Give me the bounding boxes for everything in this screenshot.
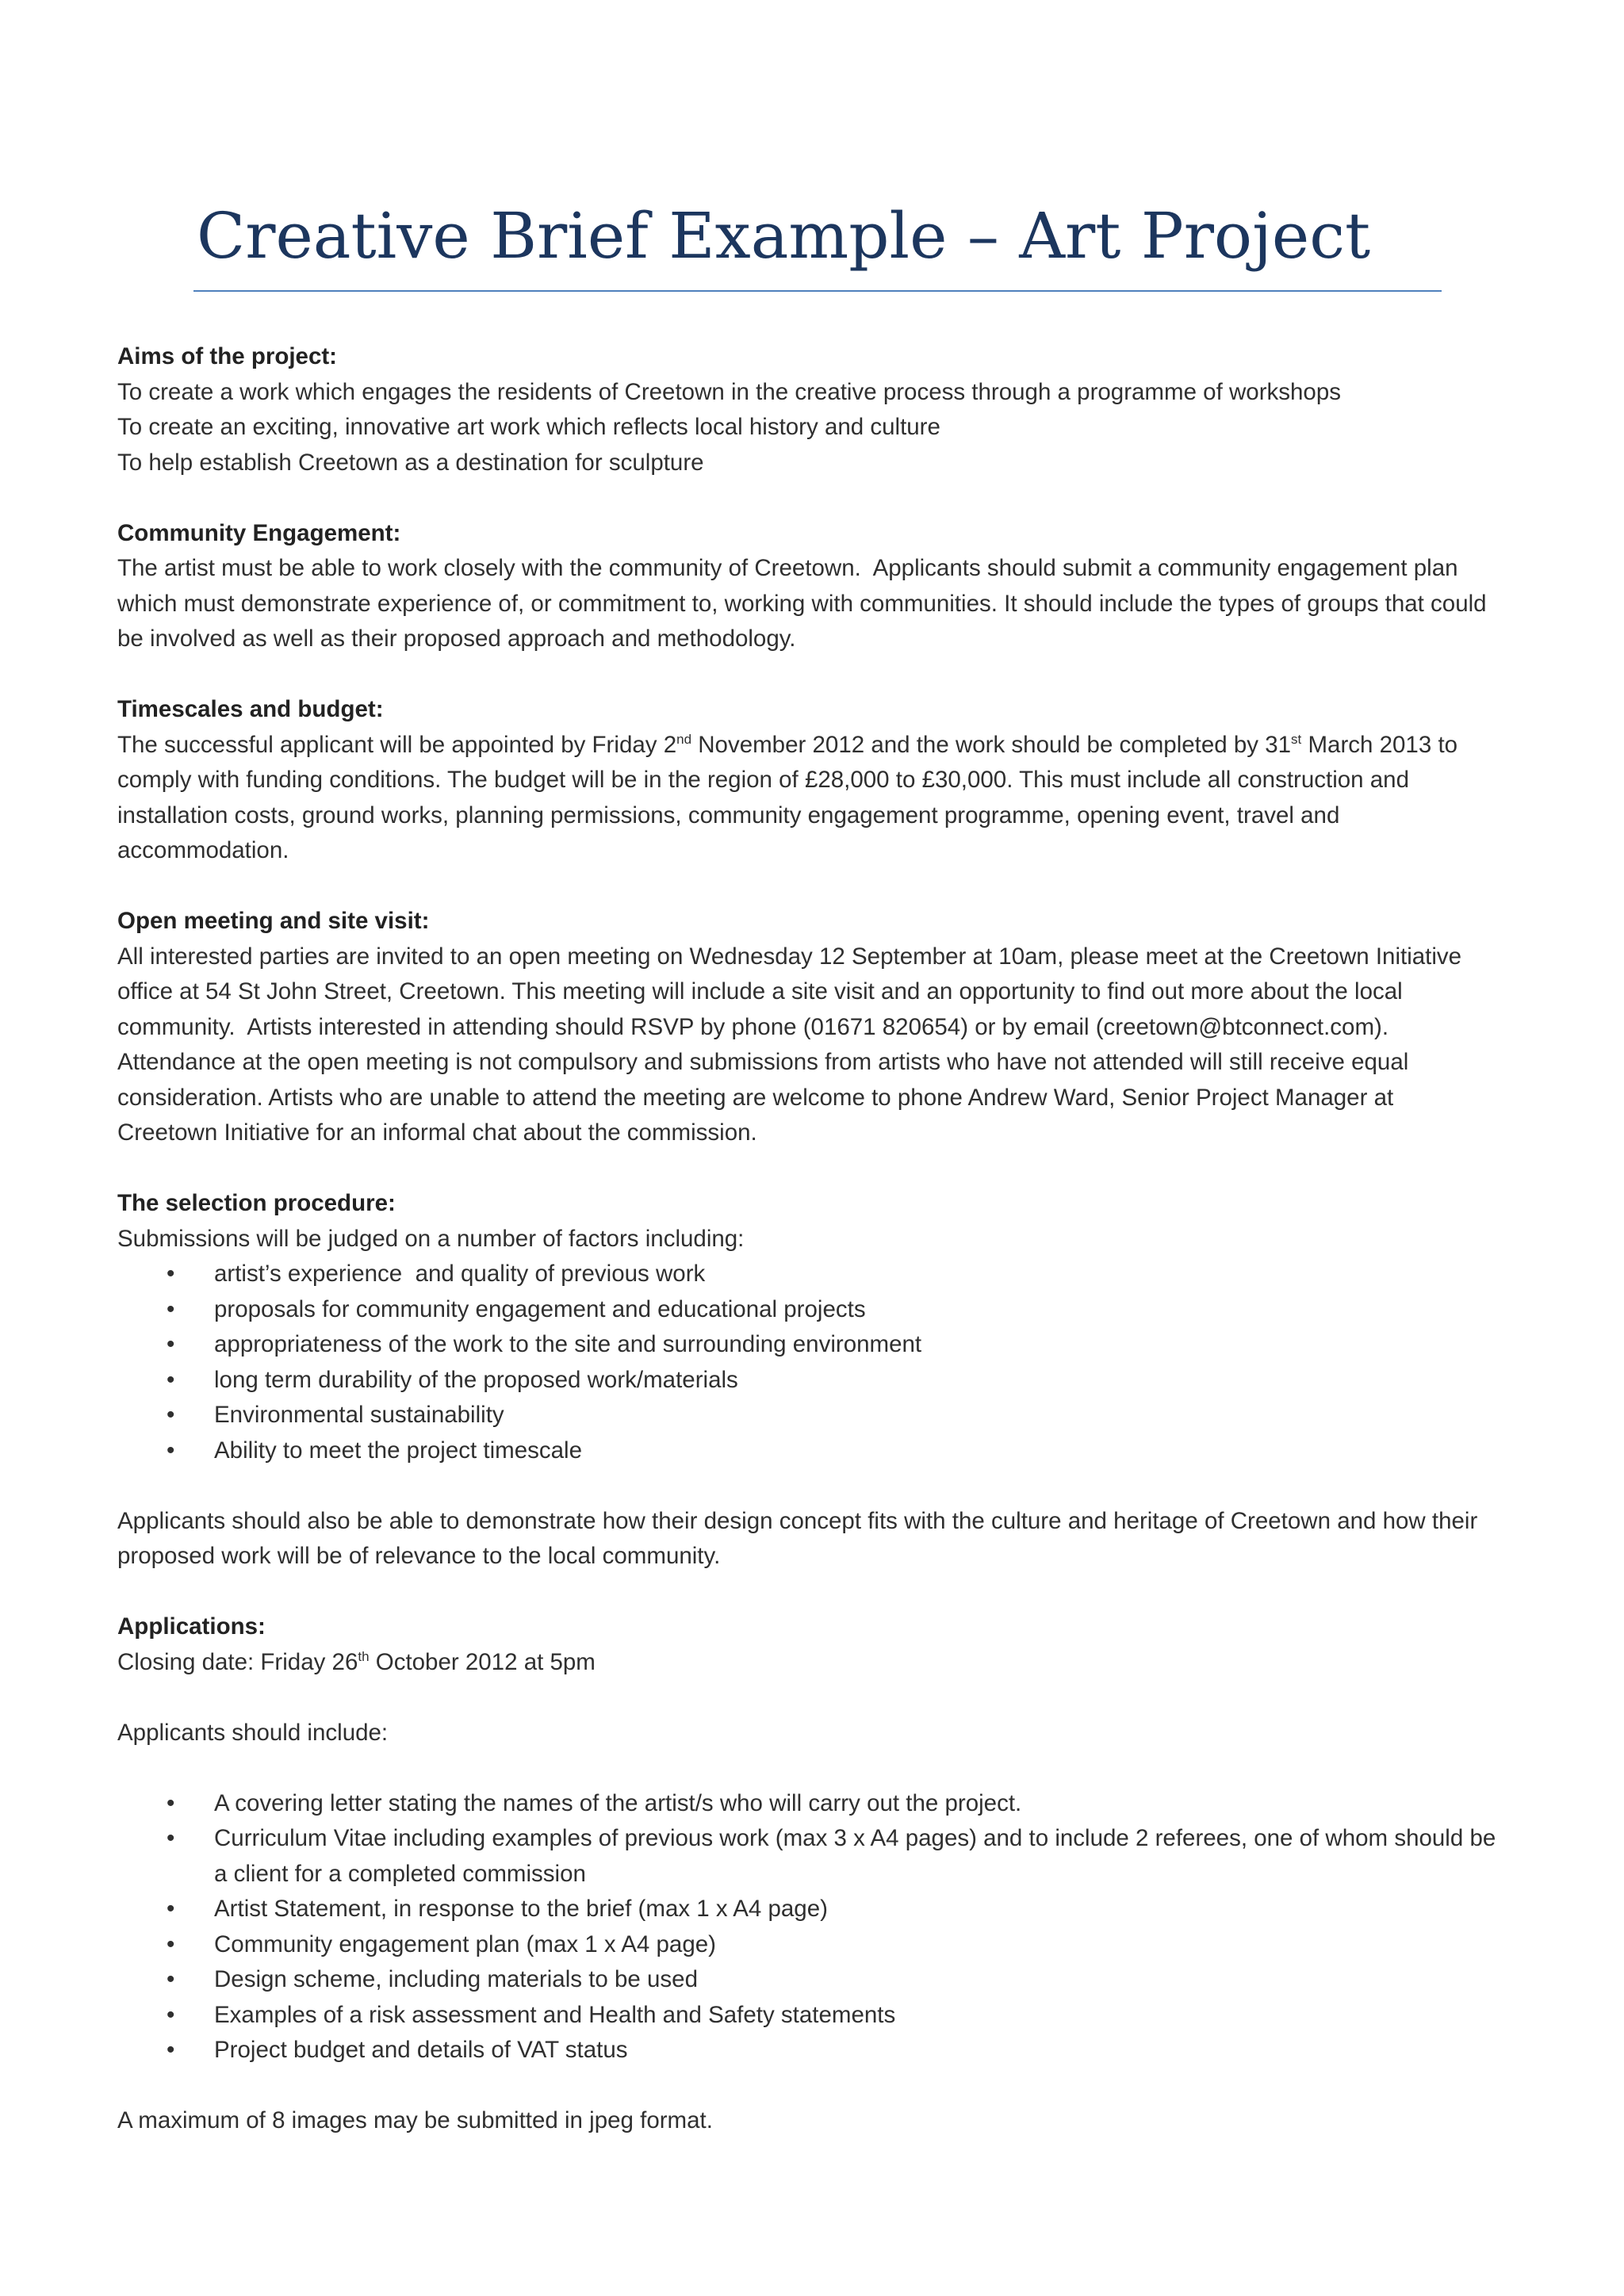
ordinal-suffix: nd — [676, 731, 692, 747]
list-item-text: Environmental sustainability — [214, 1402, 504, 1428]
bullet-icon: • — [167, 1295, 175, 1322]
aims-section — [117, 339, 1497, 480]
images-note: A maximum of 8 images may be submitted in jpeg format. — [117, 2107, 713, 2133]
bullet-icon: • — [167, 2037, 175, 2063]
timescales-text-part: The successful applicant will be appointed by Friday 2 — [117, 731, 677, 758]
list-item — [117, 1363, 1497, 1399]
list-item-text: proposals for community engagement and educational projects — [214, 1295, 866, 1322]
list-item-text: appropriateness of the work to the site and surrounding environment — [214, 1331, 922, 1357]
meeting-text: All interested parties are invited to an open meeting on Wednesday 12 September at 10am, please meet at the Creetown Initiative office at 54 St John Street, Creetown. This meeting will include a site visit and an opportunity to find out more about the local community. Artists interested in attending should RSVP by phone (01671 820654) or by email (creetown@btconnect.com). Attendance at the open meeting is not compulsory and submissions from artists who have not attended will still receive equal consideration. Artists who are unable to attend the meeting are welcome to phone Andrew Ward, Senior Project Manager at Creetown Initiative for an informal chat about the commission. — [117, 943, 1462, 1146]
list-item — [117, 1292, 1497, 1328]
list-item — [117, 1786, 1497, 1822]
list-item-text: Design scheme, including materials to be used — [214, 1966, 698, 1992]
timescales-section — [117, 692, 1497, 869]
list-item — [117, 1327, 1497, 1363]
timescales-text-part: March 2013 to comply with funding conditions. The budget will be in the region of £28,000 to £30,000. This must include all construction and installation costs, ground works, planning permissions, community engagement programme, opening event, travel and accommodation. — [117, 731, 1458, 863]
aims-heading: Aims of the project: — [117, 343, 337, 369]
bullet-icon: • — [167, 1261, 175, 1287]
bullet-icon: • — [167, 1331, 175, 1357]
list-item — [117, 1998, 1497, 2034]
list-item-text: Curriculum Vitae including examples of previous work (max 3 x A4 pages) and to include 2 referees, one of whom should be a client for a completed commission — [214, 1825, 1496, 1887]
closing-date-part: Closing date: Friday 26 — [117, 1648, 358, 1675]
community-text: The artist must be able to work closely with the community of Creetown. Applicants should submit a community engagement plan which must demonstrate experience of, or commitment to, working with communities. It should include the types of groups that could be involved as well as their proposed approach and methodology. — [117, 555, 1487, 652]
list-item-text: Community engagement plan (max 1 x A4 page) — [214, 1931, 716, 1957]
bullet-icon: • — [167, 1931, 175, 1957]
applications-section — [117, 1609, 1497, 2139]
list-item-text: long term durability of the proposed work/materials — [214, 1366, 738, 1393]
title-underline — [193, 290, 1442, 292]
closing-date-part: October 2012 at 5pm — [369, 1648, 596, 1675]
bullet-icon: • — [167, 1366, 175, 1393]
bullet-icon: • — [167, 2001, 175, 2028]
bullet-icon: • — [167, 1825, 175, 1851]
timescales-text — [117, 728, 1497, 869]
timescales-heading: Timescales and budget: — [117, 696, 384, 722]
list-item — [117, 1398, 1497, 1433]
bullet-icon: • — [167, 1966, 175, 1992]
selection-intro: Submissions will be judged on a number of factors including: — [117, 1225, 745, 1252]
list-item — [117, 1257, 1497, 1292]
aims-line: To create an exciting, innovative art work which reflects local history and culture — [117, 414, 940, 440]
aims-line: To create a work which engages the residents of Creetown in the creative process through a programme of workshops — [117, 378, 1341, 405]
selection-criteria-list — [117, 1257, 1497, 1468]
document-body — [117, 339, 1497, 2139]
meeting-heading: Open meeting and site visit: — [117, 908, 430, 934]
list-item-text: Project budget and details of VAT status — [214, 2037, 628, 2063]
bullet-icon: • — [167, 1437, 175, 1464]
selection-closing: Applicants should also be able to demonstrate how their design concept fits with the culture and heritage of Creetown and how their proposed work will be of relevance to the local community. — [117, 1507, 1478, 1569]
timescales-text-part: November 2012 and the work should be completed by 31 — [691, 731, 1292, 758]
aims-line: To help establish Creetown as a destination for sculpture — [117, 449, 704, 476]
document-title: Creative Brief Example – Art Project — [197, 199, 1371, 273]
bullet-icon: • — [167, 1402, 175, 1428]
application-requirements-list — [117, 1786, 1497, 2068]
ordinal-suffix: th — [358, 1648, 370, 1664]
list-item — [117, 1927, 1497, 1963]
bullet-icon: • — [167, 1789, 175, 1816]
community-heading: Community Engagement: — [117, 519, 401, 546]
list-item — [117, 1821, 1497, 1892]
list-item-text: Examples of a risk assessment and Health and Safety statements — [214, 2001, 896, 2028]
closing-date — [117, 1645, 1497, 1681]
list-item — [117, 1433, 1497, 1469]
bullet-icon: • — [167, 1896, 175, 1922]
list-item — [117, 1962, 1497, 1998]
list-item-text: Ability to meet the project timescale — [214, 1437, 583, 1464]
include-intro: Applicants should include: — [117, 1719, 389, 1746]
ordinal-suffix: st — [1291, 731, 1302, 747]
community-section — [117, 516, 1497, 657]
selection-section — [117, 1186, 1497, 1575]
list-item — [117, 1892, 1497, 1927]
list-item-text: A covering letter stating the names of the artist/s who will carry out the project. — [214, 1789, 1022, 1816]
applications-heading: Applications: — [117, 1613, 266, 1640]
list-item — [117, 2033, 1497, 2068]
list-item-text: Artist Statement, in response to the brief (max 1 x A4 page) — [214, 1896, 828, 1922]
selection-heading: The selection procedure: — [117, 1190, 396, 1216]
meeting-section — [117, 904, 1497, 1151]
list-item-text: artist’s experience and quality of previous work — [214, 1261, 706, 1287]
